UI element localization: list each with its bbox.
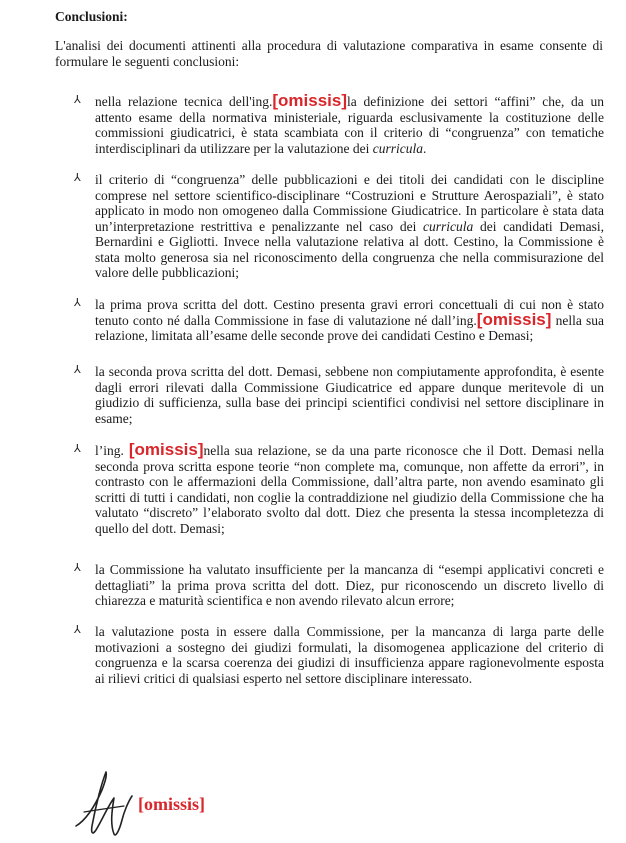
- conclusion-text: nella relazione tecnica dell'ing.[omissis]la definizione dei settori “affini” che, da un attento esame della normativa ministeriale, riguarda esclusivamente la costituzione delle commissioni giudicatrici, è stata scambiata con il criterio di “congruenza” con tematiche interdisciplinari da utilizzare per la valutazione dei curricula.: [95, 91, 604, 156]
- bullet-icon: ⅄: [74, 562, 81, 574]
- conclusion-text: la seconda prova scritta del dott. Demasi, sebbene non compiutamente approfondita, è esente dagli errori rilevati dalla Commissione Giudicatrice ed appare dunque meritevole di un giudizio di sufficienza, sulla base dei principi scientifici condivisi nel settore disciplinare in esame;: [95, 364, 604, 426]
- redaction-mark: [omissis]: [476, 309, 552, 329]
- conclusion-item-3: [74, 297, 604, 344]
- conclusion-text: il criterio di “congruenza” delle pubblicazioni e dei titoli dei candidati con le discipline comprese nel settore scientifico-disciplinare “Costruzioni e Strutture Aerospaziali”, è stato applicato in modo non omogeneo dalla Commissione Giudicatrice. In particolare è stata data un’interpretazione restrittiva e penalizzante nel caso dei curricula dei candidati Demasi, Bernardini e Gigliotti. Invece nella valutazione relativa al dott. Cestino, la Commissione è stata molto generosa sia nel riconoscimento della congruenza che nella commisurazione del valore delle pubblicazioni;: [95, 172, 604, 280]
- conclusion-item-6: [74, 562, 604, 609]
- bullet-icon: ⅄: [74, 94, 81, 106]
- intro-paragraph: L'analisi dei documenti attinenti alla procedura di valutazione comparativa in esame consente di formulare le seguenti conclusioni:: [55, 38, 603, 69]
- signature-redaction-mark: [omissis]: [138, 794, 205, 814]
- conclusion-text: la valutazione posta in essere dalla Commissione, per la mancanza di larga parte delle motivazioni a sostegno dei giudizi formulati, la disomogenea applicazione del criterio di congruenza e la scarsa coerenza dei giudizi di insufficienza appare ragionevolmente esposta ai rilievi critici di qualsiasi esperto nel settore disciplinare interessato.: [95, 624, 604, 686]
- conclusion-item-2: [74, 172, 604, 281]
- bullet-icon: ⅄: [74, 443, 81, 455]
- redaction-mark: [omissis]: [128, 440, 204, 459]
- conclusion-item-7: [74, 624, 604, 686]
- conclusion-text: l’ing. [omissis]nella sua relazione, se da una parte riconosce che il Dott. Demasi nella seconda prova scritta espone teorie “non complete ma, comunque, non affette da errori”, in contrasto con le affermazioni della Commissione, dall’altra parte, non avendo esaminato gli scritti di tutti i candidati, non coglie la contraddizione nel giudizio della Commissione che ha valutato “discreto” l’elaborato svolto dal dott. Diez che presenta la stessa incompletezza di quello del dott. Demasi;: [95, 440, 605, 536]
- bullet-icon: ⅄: [74, 297, 81, 309]
- section-heading: Conclusioni:: [55, 9, 128, 24]
- bullet-icon: ⅄: [74, 364, 81, 376]
- conclusion-item-4: [74, 364, 604, 426]
- handwritten-signature: [72, 768, 142, 840]
- conclusion-item-1: [74, 91, 604, 156]
- conclusion-text: la Commissione ha valutato insufficiente per la mancanza di “esempi applicativi concreti e dettagliati” la prima prova scritta del dott. Diez, pur riconoscendo un discreto livello di chiarezza e maturità scientifica e non avendo rilevato alcun errore;: [95, 562, 604, 608]
- conclusion-item-5: [74, 440, 605, 536]
- bullet-icon: ⅄: [74, 624, 81, 636]
- conclusion-text: la prima prova scritta del dott. Cestino presenta gravi errori concettuali di cui non è stato tenuto conto né dalla Commissione in fase di valutazione né dall’ing.[omissis] nella sua relazione, limitata all’esame delle seconde prove dei candidati Cestino e Demasi;: [95, 297, 605, 343]
- redaction-mark: [omissis]: [272, 91, 347, 110]
- bullet-icon: ⅄: [74, 172, 81, 184]
